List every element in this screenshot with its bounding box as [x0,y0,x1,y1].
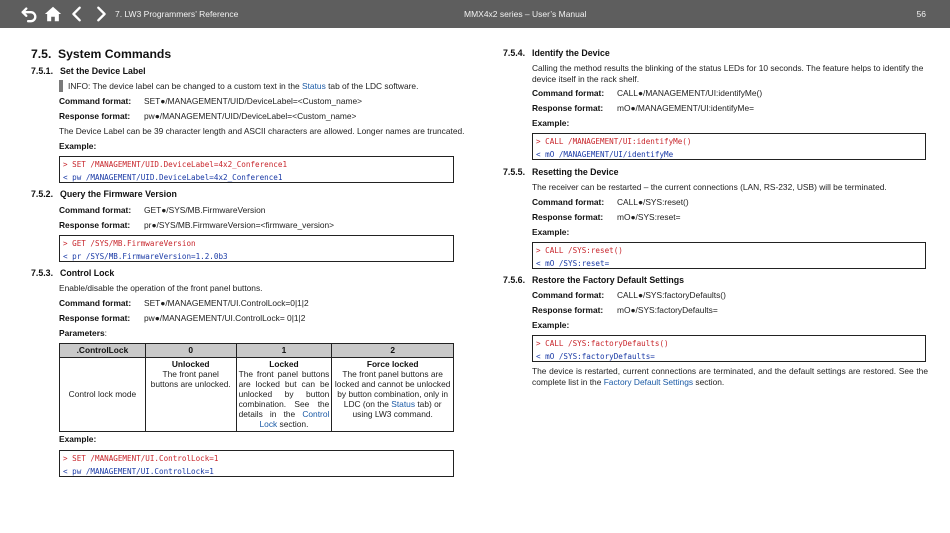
example-request: > SET /MANAGEMENT/UI.ControlLock=1 [63,454,219,463]
example-response: < pw /MANAGEMENT/UI.ControlLock=1 [63,466,214,476]
table-header-row [60,344,454,358]
code-example [532,133,926,160]
response-format-value: mO●/SYS:reset= [617,212,681,222]
heading-set-device-label: 7.5.1. Set the Device Label [31,66,146,76]
chapter-title: 7. LW3 Programmers’ Reference [115,9,239,19]
response-format-label: Response format: [59,220,131,230]
table-header: .ControlLock [60,344,146,358]
example-request: > CALL /MANAGEMENT/UI:identifyMe() [536,137,692,146]
example-response: < pr /SYS/MB.FirmwareVersion=1.2.0b3 [63,251,228,261]
example-response: < mO /MANAGEMENT/UI/identifyMe [536,149,674,159]
heading-identify-device: 7.5.4. Identify the Device [503,48,610,58]
response-format-label: Response format: [532,212,604,222]
code-example [532,242,926,269]
example-request: > CALL /SYS:factoryDefaults() [536,339,669,348]
response-format-value: mO●/SYS:factoryDefaults= [617,305,718,315]
command-format-label: Command format: [532,88,605,98]
command-format-value: CALL●/SYS:factoryDefaults() [617,290,726,300]
response-format-value: pw●/MANAGEMENT/UID/DeviceLabel=<Custom_name> [144,111,357,121]
example-label: Example: [532,320,570,330]
control-lock-link[interactable]: Control Lock [259,409,330,430]
heading-control-lock: 7.5.3. Control Lock [31,268,115,278]
response-format-label: Response format: [532,305,604,315]
example-label: Example: [59,141,97,151]
top-bar [0,0,950,28]
response-format-value: mO●/MANAGEMENT/UI:identifyMe= [617,103,754,113]
heading-factory-defaults: 7.5.6. Restore the Factory Default Settings [503,275,685,285]
example-label: Example: [532,118,570,128]
next-page-icon[interactable] [92,5,110,23]
code-example [532,335,926,362]
response-format-label: Response format: [59,111,131,121]
example-label: Example: [59,434,97,444]
code-example [59,235,454,262]
reset-description: The receiver can be restarted – the current connections (LAN, RS-232, USB) will be terminated. [532,182,887,192]
page-number: 56 [916,9,926,19]
device-label-note: The Device Label can be 39 character length and ASCII characters are allowed. Longer names are truncated. [59,126,465,136]
command-format-value: GET●/SYS/MB.FirmwareVersion [144,205,266,215]
status-link[interactable]: Status [302,81,326,91]
heading-query-firmware: 7.5.2. Query the Firmware Version [31,189,177,199]
code-example [59,450,454,477]
example-response: < pw /MANAGEMENT/UID.DeviceLabel=4x2_Conference1 [63,172,283,182]
command-format-label: Command format: [59,298,132,308]
response-format-label: Response format: [59,313,131,323]
previous-page-icon[interactable] [68,5,86,23]
document-title: MMX4x2 series – User’s Manual [464,9,587,19]
table-cell-locked: Locked The front panel buttons are locked but can be unlocked by button combination. See the details in the Control Lock section. [236,358,332,432]
nav-icons [20,5,110,23]
heading-resetting-device: 7.5.5. Resetting the Device [503,167,619,177]
code-example [59,156,454,183]
info-note: INFO: The device label can be changed to a custom text in the Status tab of the LDC software. [68,81,419,91]
example-request: > SET /MANAGEMENT/UID.DeviceLabel=4x2_Conference1 [63,160,288,169]
command-format-label: Command format: [532,197,605,207]
info-marker [59,80,63,92]
table-header: 0 [145,344,236,358]
command-format-label: Command format: [532,290,605,300]
table-cell-force-locked: Force locked The front panel buttons are locked and cannot be unlocked by button combination, only in LDC (on the Status tab) or using LW3 command. [332,358,454,432]
home-icon[interactable] [44,5,62,23]
response-format-value: pr●/SYS/MB.FirmwareVersion=<firmware_version> [144,220,335,230]
command-format-value: SET●/MANAGEMENT/UI.ControlLock=0|1|2 [144,298,309,308]
command-format-label: Command format: [59,205,132,215]
example-response: < mO /SYS:reset= [536,258,610,268]
section-heading: 7.5. System Commands [31,47,172,61]
example-label: Example: [532,227,570,237]
table-header: 2 [332,344,454,358]
example-request: > GET /SYS/MB.FirmwareVersion [63,239,196,248]
response-format-value: pw●/MANAGEMENT/UI.ControlLock= 0|1|2 [144,313,306,323]
command-format-value: SET●/MANAGEMENT/UID/DeviceLabel=<Custom_name> [144,96,362,106]
example-request: > CALL /SYS:reset() [536,246,623,255]
control-lock-description: Enable/disable the operation of the front panel buttons. [59,283,263,293]
factory-default-settings-link[interactable]: Factory Default Settings [603,376,694,387]
response-format-label: Response format: [532,103,604,113]
factory-defaults-description: The device is restarted, current connections are terminated, and the default settings are restored. See the complete list in the Factory Default Settings section. [532,366,928,387]
table-cell-unlocked: Unlocked The front panel buttons are unlocked. [145,358,236,432]
example-response: < mO /SYS:factoryDefaults= [536,351,655,361]
parameters-label: Parameters: [59,328,107,338]
back-icon[interactable] [20,5,38,23]
row-label: Control lock mode [60,358,146,432]
command-format-value: CALL●/SYS:reset() [617,197,689,207]
table-row [60,358,454,432]
identify-description: Calling the method results the blinking of the status LEDs for 10 seconds. The feature helps to identify the device itself in the rack shelf. [532,63,924,84]
table-header: 1 [236,344,332,358]
parameters-table [59,343,454,432]
command-format-label: Command format: [59,96,132,106]
status-link[interactable]: Status [391,399,416,410]
command-format-value: CALL●/MANAGEMENT/UI:identifyMe() [617,88,763,98]
